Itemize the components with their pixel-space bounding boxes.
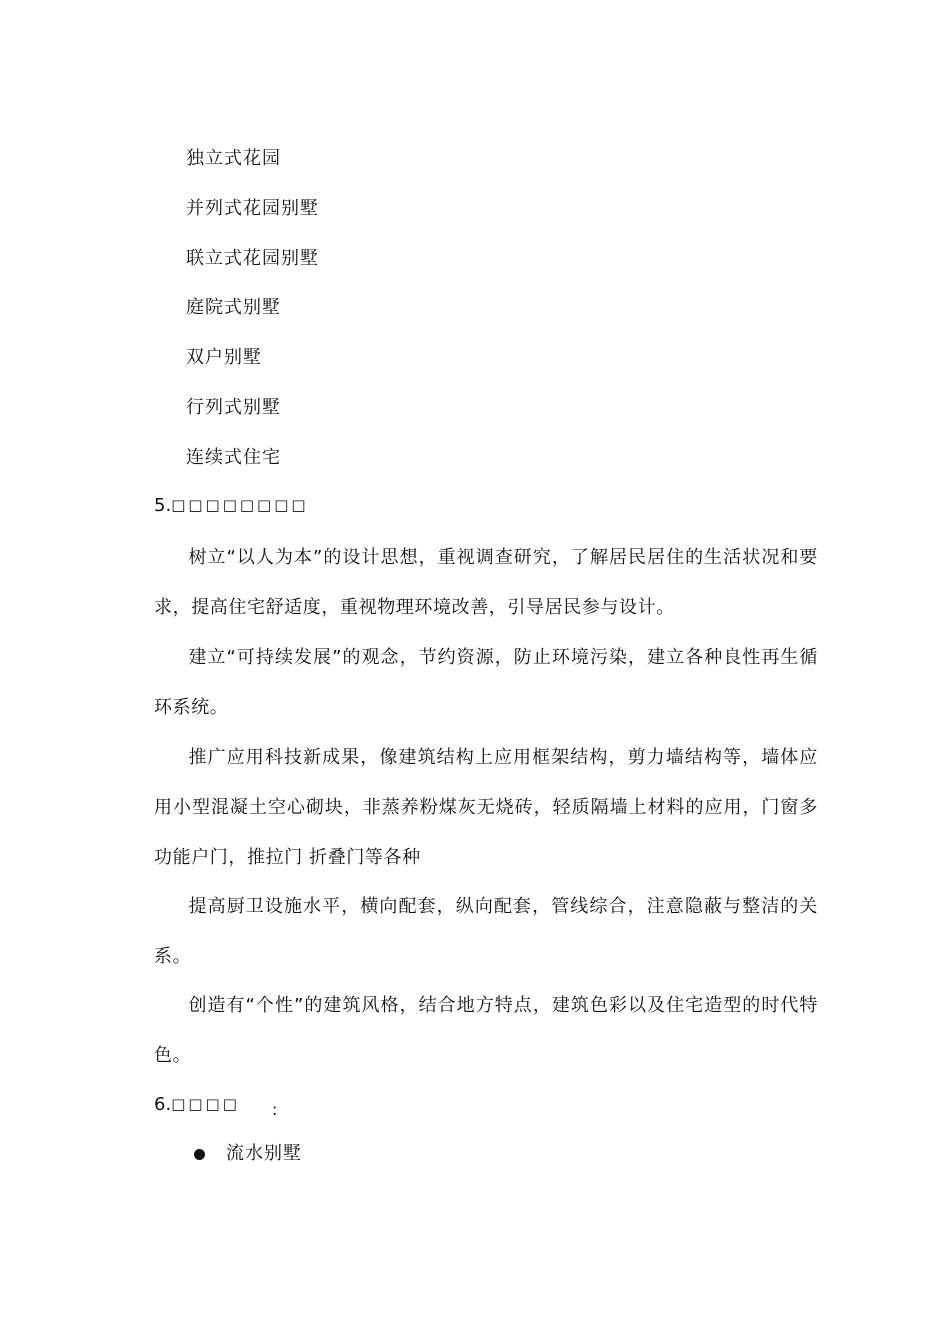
list-item: 连续式住宅 [186,447,281,468]
list-item: 庭院式别墅 [186,297,281,318]
section-number: 5. [154,495,172,516]
section-6-heading [154,1092,240,1117]
paragraph: 提高厨卫设施水平，横向配套，纵向配套，管线综合，注意隐蔽与整洁的关系。 [154,896,818,967]
paragraph: 树立“以人为本”的设计思想，重视调查研究，了解居民居住的生活状况和要求，提高住宅舒适度，重视物理环境改善，引导居民参与设计。 [154,547,818,618]
list-item: 并列式花园别墅 [186,198,319,219]
list-item: 联立式花园别墅 [186,248,319,269]
bullet-text: 流水别墅 [226,1143,302,1164]
paragraph: 建立“可持续发展”的观念，节约资源，防止环境污染，建立各种良性再生循环系统。 [154,647,818,718]
section-title-missing-glyphs: □□□□ [171,1095,240,1113]
section-title-missing-glyphs: □□□□□□□□ [171,496,309,514]
list-item: 行列式别墅 [186,397,281,418]
section-number: 6. [154,1094,172,1115]
paragraph: 推广应用科技新成果，像建筑结构上应用框架结构，剪力墙结构等，墙体应用小型混凝土空心砌块，非蒸养粉煤灰无烧砖，轻质隔墙上材料的应用，门窗多功能户门，推拉门 折叠门等各种 [154,747,818,868]
list-item: 独立式花园 [186,148,281,169]
bullet-list-item [194,1142,302,1166]
section-6-colon: : [272,1100,278,1119]
list-item: 双户别墅 [186,347,262,368]
section-5-heading [154,493,309,518]
bullet-dot-icon [194,1149,205,1160]
paragraph: 创造有“个性”的建筑风格，结合地方特点，建筑色彩以及住宅造型的时代特色。 [154,995,818,1066]
